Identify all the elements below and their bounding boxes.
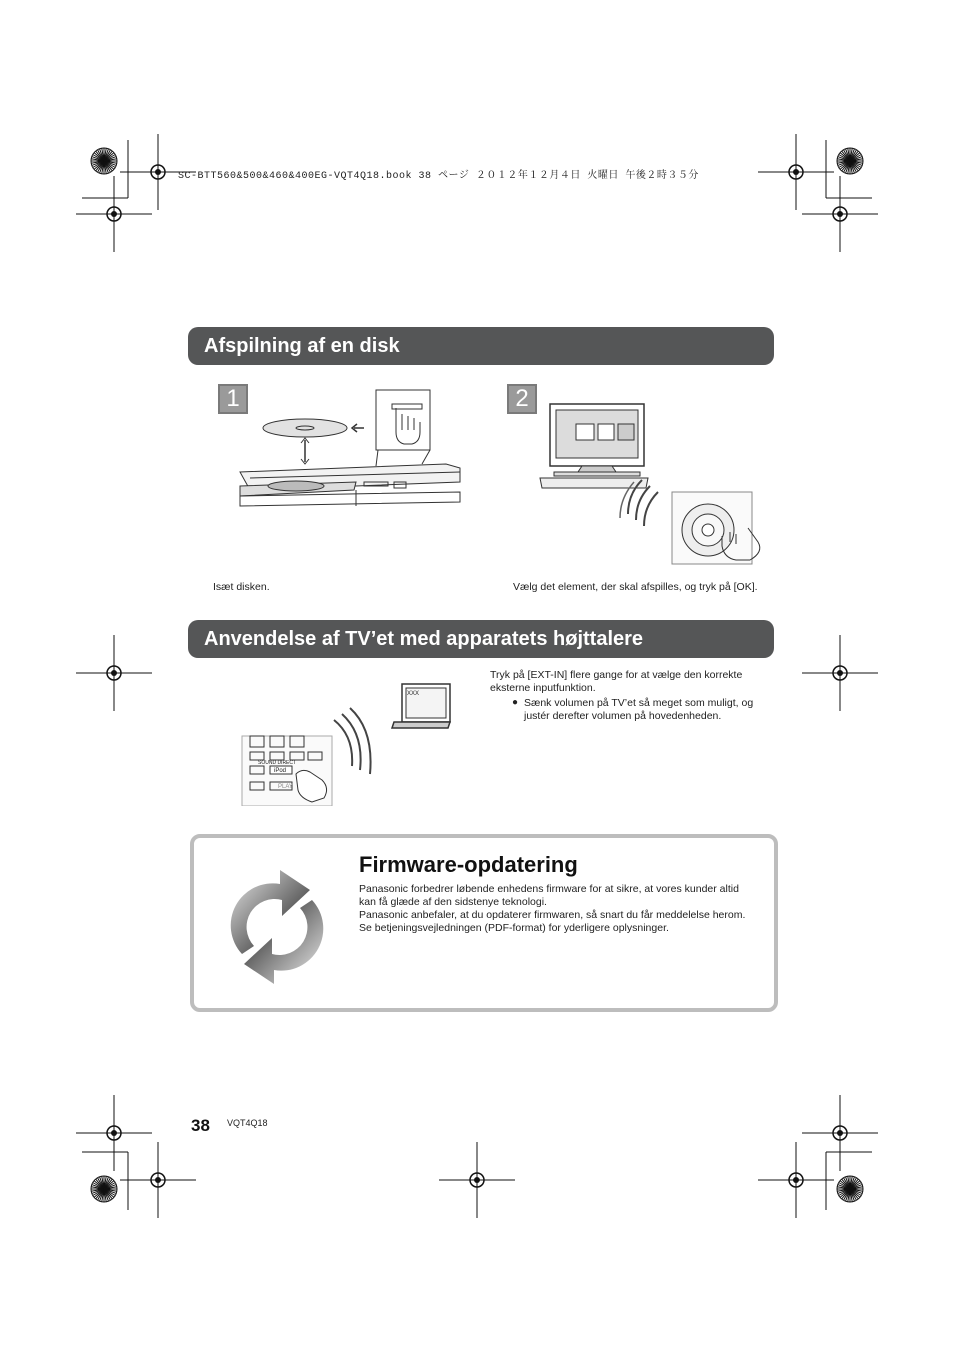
crosshair-mark: [76, 1095, 152, 1171]
print-info: SC-BTT560&500&460&400EG-VQT4Q18.book 38 ページ ２０１２年１２月４日 火曜日 午後２時３５分: [178, 171, 699, 182]
step-number-2: 2: [507, 384, 537, 414]
step-number-1: 1: [218, 384, 248, 414]
disc-player-illustration: [236, 386, 468, 510]
refresh-icon: [228, 868, 326, 986]
ext-in-instruction: Tryk på [EXT-IN] flere gange for at vælge den korrekte eksterne inputfunktion.: [490, 669, 743, 694]
firmware-line: Se betjeningsvejledningen (PDF-format) for yderligere oplysninger.: [359, 922, 669, 934]
tv-volume-bullet: [512, 697, 772, 723]
page-number: 38: [191, 1116, 210, 1135]
crosshair-mark: [120, 1142, 196, 1218]
crosshair-mark: [76, 635, 152, 711]
step2-caption: Vælg det element, der skal afspilles, og tryk på [OK].: [513, 581, 758, 593]
sunburst-mark: [837, 1176, 863, 1202]
tv-screen-label: XXX: [407, 691, 420, 697]
remote-tv-illustration: [238, 680, 384, 806]
section-title-tv-speakers: Anvendelse af TV’et med apparatets højttalere: [188, 620, 774, 658]
tv-volume-text: Sænk volumen på TV’et så meget som muligt, og justér derefter volumen på hovedenheden.: [524, 697, 754, 722]
step1-caption: Isæt disken.: [213, 581, 270, 593]
firmware-text: [359, 883, 754, 935]
crosshair-mark: [802, 176, 878, 252]
firmware-title: Firmware-opdatering: [359, 852, 578, 877]
crosshair-mark: [439, 1142, 515, 1218]
crosshair-mark: [802, 1095, 878, 1171]
crosshair-mark: [802, 635, 878, 711]
sound-direct-label: SOUND DIRECT: [258, 760, 297, 766]
section-title-play-disc: Afspilning af en disk: [188, 327, 774, 365]
crosshair-mark: [758, 1142, 834, 1218]
tv-remote-illustration: [536, 402, 774, 566]
bullet-icon: ●: [512, 697, 519, 708]
crosshair-mark: [76, 176, 152, 252]
document-code: VQT4Q18: [227, 1118, 268, 1128]
crosshair-mark: [758, 134, 834, 210]
play-key-label: PLAY: [278, 784, 293, 790]
small-tv-illustration: [390, 682, 454, 732]
sunburst-mark: [91, 148, 117, 174]
firmware-line: Panasonic anbefaler, at du opdaterer firmwaren, så snart du får meddelelse herom.: [359, 909, 746, 921]
firmware-line: Panasonic forbedrer løbende enhedens firmware for at sikre, at vores kunder altid kan få glæde af den sidstenye teknologi.: [359, 883, 739, 908]
ipod-key-label: iPod: [274, 768, 287, 774]
sunburst-mark: [837, 148, 863, 174]
sunburst-mark: [91, 1176, 117, 1202]
